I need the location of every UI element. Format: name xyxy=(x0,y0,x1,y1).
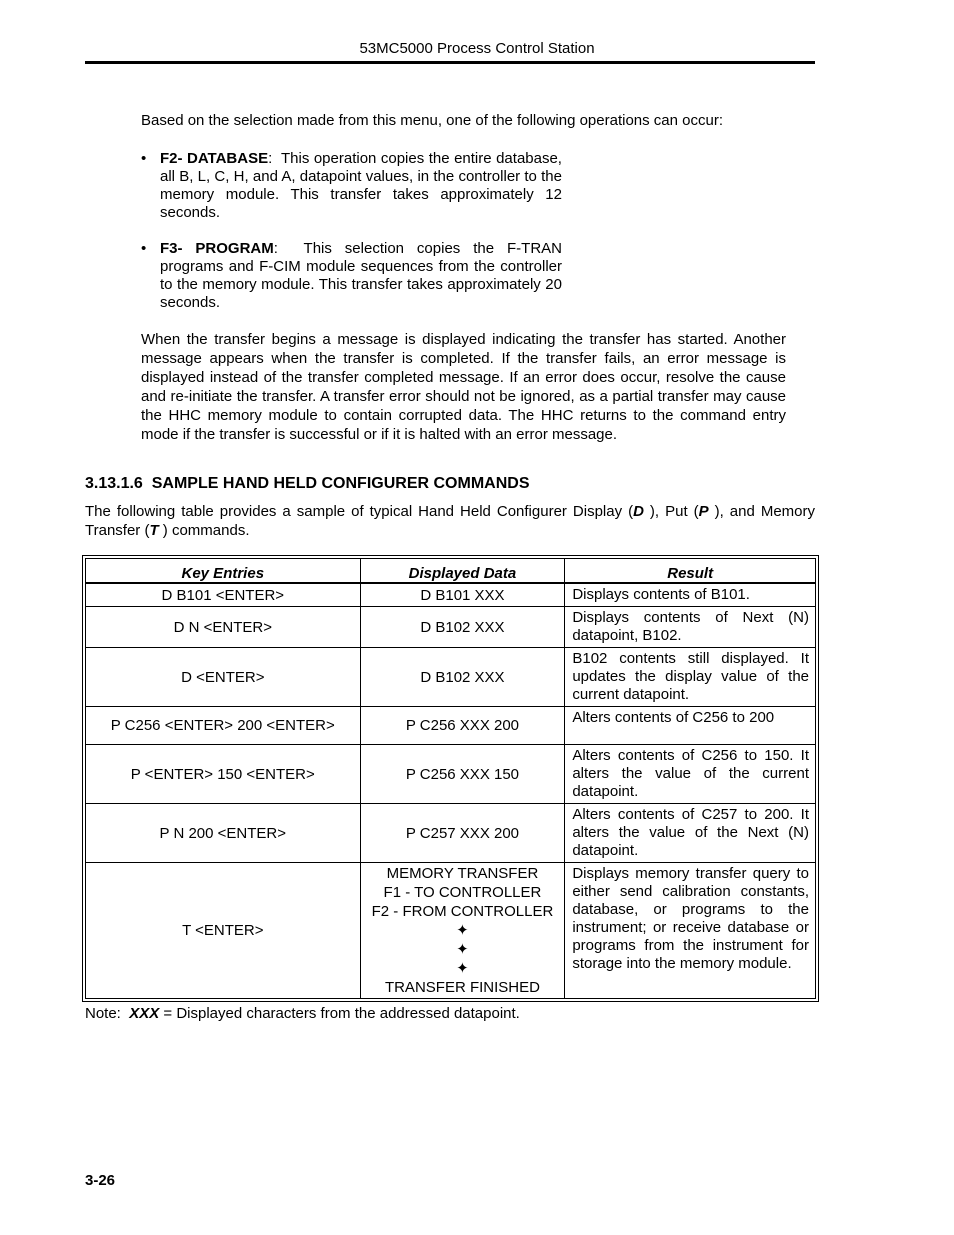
bullet-database-label: F2- DATABASE xyxy=(160,150,269,167)
result-cell: Displays contents of B101. xyxy=(565,583,816,607)
intro-text-3: ), and Memory Transfer ( xyxy=(85,503,815,539)
page-header-title: 53MC5000 Process Control Station xyxy=(359,40,595,57)
footnote xyxy=(85,1005,520,1022)
intro-text-4: ) commands. xyxy=(158,522,250,539)
bullet-icon: • xyxy=(141,240,147,257)
table-row xyxy=(86,863,816,999)
display-cell: D B101 XXX xyxy=(360,583,565,607)
diamond-icon: ✦ xyxy=(456,960,469,977)
result-cell: Alters contents of C256 to 200 xyxy=(565,707,816,745)
bullet-icon: • xyxy=(141,150,147,167)
display-cmd-letter: D xyxy=(633,503,644,520)
display-line: F2 - FROM CONTROLLER xyxy=(371,903,554,920)
section-title: SAMPLE HAND HELD CONFIGURER COMMANDS xyxy=(151,475,530,492)
table-row xyxy=(86,707,816,745)
section-number: 3.13.1.6 xyxy=(85,475,143,492)
key-cell: P N 200 <ENTER> xyxy=(86,804,361,863)
result-cell: Displays contents of Next (N) datapoint, B102. xyxy=(565,607,816,648)
result-cell: Alters contents of C257 to 200. It alters the value of the Next (N) datapoint. xyxy=(565,804,816,863)
col-header-result: Result xyxy=(565,559,816,584)
put-cmd-letter: P xyxy=(698,503,709,520)
display-cell: D B102 XXX xyxy=(360,607,565,648)
display-cell xyxy=(360,863,565,999)
key-cell: P <ENTER> 150 <ENTER> xyxy=(86,745,361,804)
bullet-program-text: This selection copies the F-TRAN programs and F-CIM module sequences from the controller to the memory module. This transfer takes approximately 20 seconds. xyxy=(160,240,562,311)
key-cell: P C256 <ENTER> 200 <ENTER> xyxy=(86,707,361,745)
table-row xyxy=(86,648,816,707)
intro-text-2: ), Put ( xyxy=(643,503,699,520)
key-cell: T <ENTER> xyxy=(86,863,361,999)
result-cell: Alters contents of C256 to 150. It alters the value of the current datapoint. xyxy=(565,745,816,804)
display-line: TRANSFER FINISHED xyxy=(384,979,540,996)
bullet-database xyxy=(160,150,562,222)
note-term: XXX xyxy=(129,1005,160,1022)
note-prefix: Note: xyxy=(85,1005,121,1022)
bullet-database-sep: : xyxy=(268,150,273,167)
commands-table xyxy=(85,558,816,999)
note-text: = Displayed characters from the addressed datapoint. xyxy=(163,1005,520,1022)
table-row xyxy=(86,745,816,804)
display-cell: D B102 XXX xyxy=(360,648,565,707)
display-line: F1 - TO CONTROLLER xyxy=(383,884,542,901)
bullet-program xyxy=(160,240,562,312)
key-cell: D N <ENTER> xyxy=(86,607,361,648)
result-cell: B102 contents still displayed. It updates the display value of the current datapoint. xyxy=(565,648,816,707)
table-row xyxy=(86,804,816,863)
display-cell: P C256 XXX 150 xyxy=(360,745,565,804)
table-row xyxy=(86,607,816,648)
bullet-program-sep: : xyxy=(273,240,278,257)
bullet-database-text: This operation copies the entire database, all B, L, C, H, and A, datapoint values, in the controller to the memory module. This transfer takes approximately 12 seconds. xyxy=(160,150,562,221)
display-line: MEMORY TRANSFER xyxy=(386,865,539,882)
col-header-key-entries: Key Entries xyxy=(86,559,361,584)
display-cell: P C256 XXX 200 xyxy=(360,707,565,745)
diamond-icon: ✦ xyxy=(456,922,469,939)
header-rule xyxy=(85,61,815,64)
result-cell: Displays memory transfer query to either send calibration constants, database, or programs to the instrument; or receive database or programs from the instrument for storage into the memory module. xyxy=(565,863,816,999)
transfer-paragraph: When the transfer begins a message is displayed indicating the transfer has started. Another message appears when the transfer is completed. If the transfer fails, an error message is displayed instead of the transfer completed message. If an error does occur, resolve the cause and re-initiate the transfer. A transfer error should not be ignored, as a partial transfer may cause the HHC memory module to contain corrupted data. The HHC returns to the command entry mode if the transfer is successful or if it is halted with an error message. xyxy=(141,331,786,443)
diamond-icon: ✦ xyxy=(456,941,469,958)
col-header-displayed-data: Displayed Data xyxy=(360,559,565,584)
page-number: 3-26 xyxy=(85,1172,116,1189)
intro-paragraph: Based on the selection made from this menu, one of the following operations can occur: xyxy=(141,112,724,129)
key-cell: D B101 <ENTER> xyxy=(86,583,361,607)
section-intro xyxy=(85,502,815,540)
transfer-cmd-letter: T xyxy=(149,522,159,539)
section-heading xyxy=(85,475,530,493)
display-cell: P C257 XXX 200 xyxy=(360,804,565,863)
key-cell: D <ENTER> xyxy=(86,648,361,707)
table-row xyxy=(86,583,816,607)
table-header-row xyxy=(86,559,816,584)
bullet-program-label: F3- PROGRAM xyxy=(160,240,274,257)
intro-text-1: The following table provides a sample of typical Hand Held Configurer Display ( xyxy=(85,503,634,520)
